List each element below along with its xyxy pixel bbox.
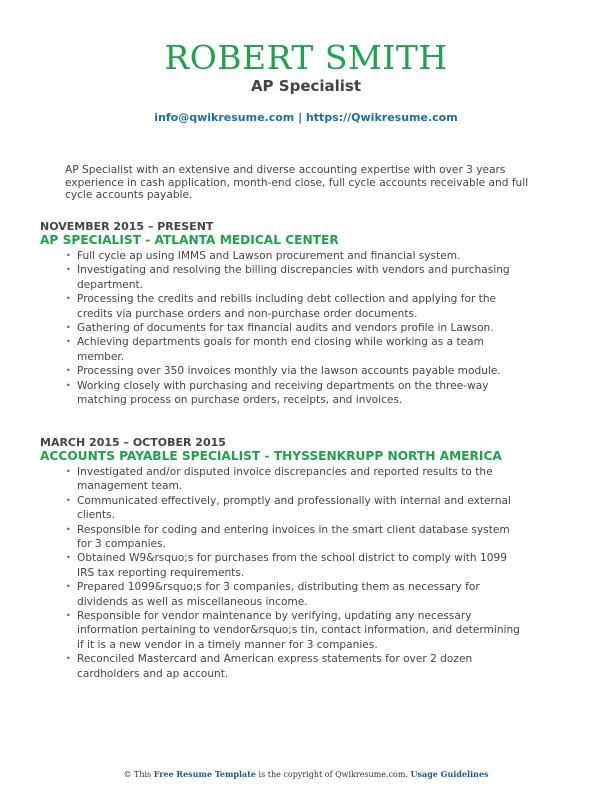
candidate-title: AP Specialist <box>250 77 362 95</box>
free-resume-template-link[interactable]: Free Resume Template <box>153 769 257 779</box>
summary: AP Specialist with an extensive and diverse accounting expertise with over 3 years experience in cash application, month-end close, full cycle accounts receivable and full cycle accounts payable. <box>65 164 529 201</box>
list-item: • Prepared 1099&rsquo;s for 3 companies, distributing them as necessary for dividends as well as miscellaneous income. <box>77 580 527 609</box>
website-link[interactable]: https://Qwikresume.com <box>305 111 458 124</box>
list-item: • Achieving departments goals for month end closing while working as a team member. <box>77 335 527 364</box>
list-item: • Processing over 350 invoices monthly via the lawson accounts payable module. <box>77 364 527 378</box>
email-link[interactable]: info@qwikresume.com <box>154 111 295 124</box>
footer-text: © This <box>123 770 154 779</box>
list-item: • Reconciled Mastercard and American express statements for over 2 dozen cardholders and ap account. <box>77 652 527 681</box>
list-item: • Communicated effectively, promptly and professionally with internal and external clients. <box>77 494 527 523</box>
list-item: • Gathering of documents for tax financial audits and vendors profile in Lawson. <box>77 321 527 335</box>
list-item: • Responsible for vendor maintenance by verifying, updating any necessary information pertaining to vendor&rsquo;s tin, contact information, and determining if it is a new vendor in a timely manner for 3 companies. <box>77 609 527 652</box>
job-bullets <box>40 249 527 407</box>
list-item: • Investigated and/or disputed invoice discrepancies and reported results to the management team. <box>77 465 527 494</box>
list-item: • Working closely with purchasing and receiving departments on the three-way matching process on purchase orders, receipts, and invoices. <box>77 379 527 408</box>
candidate-name: ROBERT SMITH <box>164 38 448 77</box>
usage-guidelines-link[interactable]: Usage Guidelines <box>410 769 489 779</box>
job-date: NOVEMBER 2015 – PRESENT <box>40 220 214 233</box>
list-item: • Investigating and resolving the billing discrepancies with vendors and purchasing department. <box>77 263 527 292</box>
job-entry <box>40 436 580 681</box>
list-item: • Obtained W9&rsquo;s for purchases from the school district to comply with 1099 IRS tax reporting requirements. <box>77 551 527 580</box>
separator: | <box>294 111 306 124</box>
contact-line <box>0 111 612 124</box>
job-bullets <box>40 465 527 681</box>
job-date: MARCH 2015 – OCTOBER 2015 <box>40 436 226 449</box>
footer-text: is the copyright of Qwikresume.com. <box>256 770 411 779</box>
job-role: AP SPECIALIST - ATLANTA MEDICAL CENTER <box>40 233 339 247</box>
list-item: • Full cycle ap using IMMS and Lawson procurement and financial system. <box>77 249 527 263</box>
footer <box>0 769 612 779</box>
list-item: • Processing the credits and rebills including debt collection and applying for the credits via purchase orders and non-purchase order documents. <box>77 292 527 321</box>
job-role: ACCOUNTS PAYABLE SPECIALIST - THYSSENKRUPP NORTH AMERICA <box>40 449 502 463</box>
list-item: • Responsible for coding and entering invoices in the smart client database system for 3 companies. <box>77 523 527 552</box>
job-entry <box>40 220 580 407</box>
